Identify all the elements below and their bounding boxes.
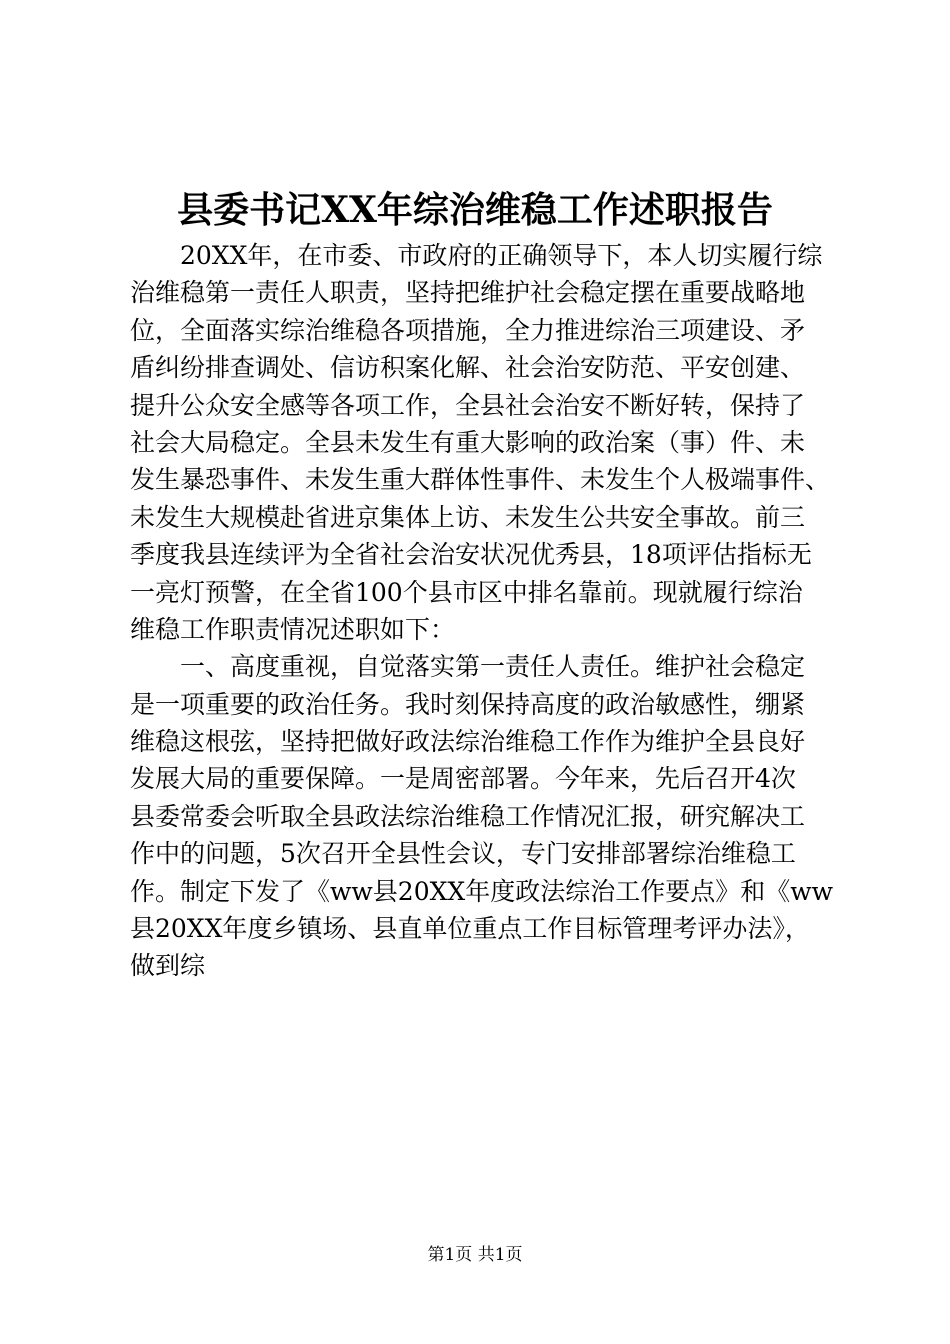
body-line: 盾纠纷排查调处、信访积案化解、社会治安防范、平安创建、	[130, 353, 806, 383]
body-line: 作。制定下发了《ww县20XX年度政法综治工作要点》和《ww	[130, 876, 834, 906]
body-line: 县20XX年度乡镇场、县直单位重点工作目标管理考评办法》，	[130, 914, 810, 944]
body-line: 发展大局的重要保障。一是周密部署。今年来，先后召开4次	[130, 764, 796, 794]
body-line: 提升公众安全感等各项工作，全县社会治安不断好转，保持了	[130, 390, 806, 420]
body-line: 发生暴恐事件、未发生重大群体性事件、未发生个人极端事件、	[130, 465, 831, 495]
body-line: 位，全面落实综治维稳各项措施，全力推进综治三项建设、矛	[130, 315, 806, 345]
body-line: 未发生大规模赴省进京集体上访、未发生公共安全事故。前三	[130, 502, 806, 532]
body-line: 20XX年，在市委、市政府的正确领导下，本人切实履行综	[130, 241, 823, 270]
document-body	[130, 237, 850, 985]
document-title: 县委书记XX年综治维稳工作述职报告	[177, 189, 773, 231]
page-footer: 第1页 共1页	[427, 1245, 523, 1265]
body-line: 是一项重要的政治任务。我时刻保持高度的政治敏感性，绷紧	[130, 689, 806, 719]
body-line: 季度我县连续评为全省社会治安状况优秀县，18项评估指标无	[130, 540, 812, 570]
body-line: 维稳这根弦，坚持把做好政法综治维稳工作作为维护全县良好	[130, 727, 806, 757]
body-line: 治维稳第一责任人职责，坚持把维护社会稳定摆在重要战略地	[130, 278, 806, 308]
body-line: 县委常委会听取全县政法综治维稳工作情况汇报，研究解决工	[130, 801, 806, 831]
body-line: 做到综	[130, 951, 206, 981]
body-line: 一亮灯预警，在全省100个县市区中排名靠前。现就履行综治	[130, 577, 803, 607]
body-line: 一、高度重视，自觉落实第一责任人责任。维护社会稳定	[130, 652, 806, 682]
body-line: 作中的问题，5次召开全县性会议，专门安排部署综治维稳工	[130, 839, 796, 869]
body-line: 社会大局稳定。全县未发生有重大影响的政治案（事）件、未	[130, 427, 806, 457]
body-line: 维稳工作职责情况述职如下：	[130, 614, 456, 644]
